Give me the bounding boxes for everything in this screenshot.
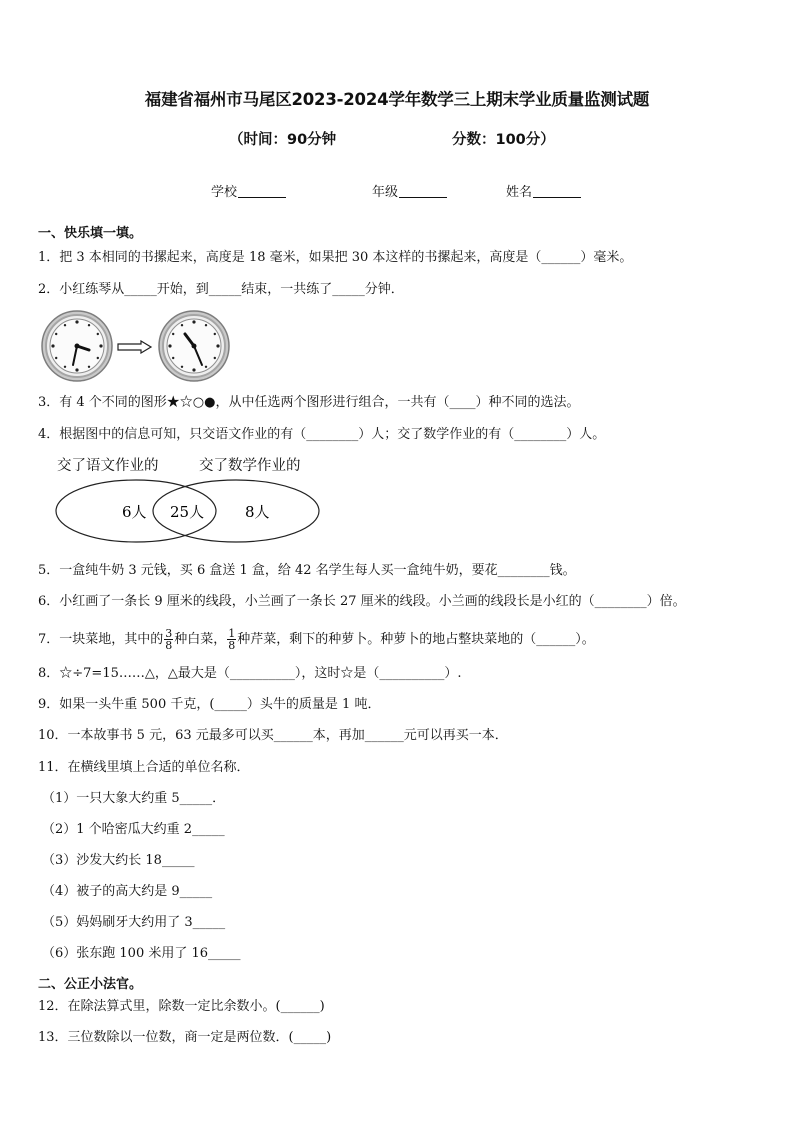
venn-left-value: 6人 [122,503,147,521]
question-7 [38,628,595,651]
question-2: 2．小红练琴从_____开始，到_____结束，一共练了_____分钟． [38,282,404,297]
arrow-right-icon [117,340,153,354]
name-field[interactable] [506,181,581,200]
question-7-part-b: 种白菜， [174,632,227,647]
question-6: 6．小红画了一条长 9 厘米的线段，小兰画了一条长 27 厘米的线段。小兰画的线段长是小红的（________）倍。 [38,594,686,609]
school-label: 学校 [211,185,238,200]
question-11-item: （2）1 个哈密瓜大约重 2_____ [42,822,225,837]
question-7-part-c: 种芹菜，剩下的种萝卜。种萝卜的地占整块菜地的（______）。 [237,632,595,647]
school-field[interactable] [211,181,286,200]
venn-diagram [52,478,324,544]
end-clock-icon [157,309,231,383]
name-label: 姓名 [506,185,533,200]
start-clock-icon [40,309,114,383]
question-10: 10．一本故事书 5 元，63 元最多可以买______本，再加______元可以再买一本． [38,728,508,743]
question-11: 11．在横线里填上合适的单位名称． [38,760,250,775]
question-9: 9．如果一头牛重 500 千克，(_____）头牛的质量是 1 吨． [38,697,381,712]
question-1: 1．把 3 本相同的书摞起来，高度是 18 毫米，如果把 30 本这样的书摞起来，高度是（______）毫米。 [38,250,633,265]
fraction-1-8: $\frac{1}{8}$ [228,627,236,652]
page-title: 福建省福州市马尾区2023-2024学年数学三上期末学业质量监测试题 [144,90,650,109]
question-13: 13．三位数除以一位数，商一定是两位数．(_____) [38,1030,332,1045]
section-heading-1: 一、快乐填一填。 [38,226,143,241]
question-4: 4．根据图中的信息可知，只交语文作业的有（________）人；交了数学作业的有（________）人。 [38,427,606,442]
grade-field[interactable] [372,181,447,200]
grade-label: 年级 [372,185,399,200]
venn-left-title: 交了语文作业的 [57,458,159,474]
score-label: 分数：100分） [452,132,555,148]
question-11-item: （5）妈妈刷牙大约用了 3_____ [42,915,226,930]
venn-right-value: 8人 [245,503,270,521]
venn-middle-value: 25人 [170,503,205,521]
question-11-item: （6）张东跑 100 米用了 16_____ [42,946,241,961]
question-11-item: （3）沙发大约长 18_____ [42,853,195,868]
question-8: 8．☆÷7=15……△，△最大是（__________），这时☆是（__________）. [38,666,462,681]
question-5: 5．一盒纯牛奶 3 元钱，买 6 盒送 1 盒，给 42 名学生每人买一盒纯牛奶，要花________钱。 [38,563,576,578]
fraction-3-8: $\frac{3}{8}$ [165,627,173,652]
question-12: 12．在除法算式里，除数一定比余数小。(______) [38,999,325,1014]
name-blank[interactable] [533,185,581,198]
section-heading-2: 二、公正小法官。 [38,977,143,992]
grade-blank[interactable] [399,185,447,198]
time-label: （时间：90分钟 [229,132,337,148]
question-3: 3．有 4 个不同的图形★☆○●，从中任选两个图形进行组合，一共有（____）种不同的选法。 [38,395,580,410]
question-7-part-a: 7．一块菜地，其中的 [38,632,164,647]
venn-right-title: 交了数学作业的 [199,458,301,474]
school-blank[interactable] [238,185,286,198]
question-11-item: （4）被子的高大约是 9_____ [42,884,213,899]
question-11-item: （1）一只大象大约重 5_____． [42,791,226,806]
